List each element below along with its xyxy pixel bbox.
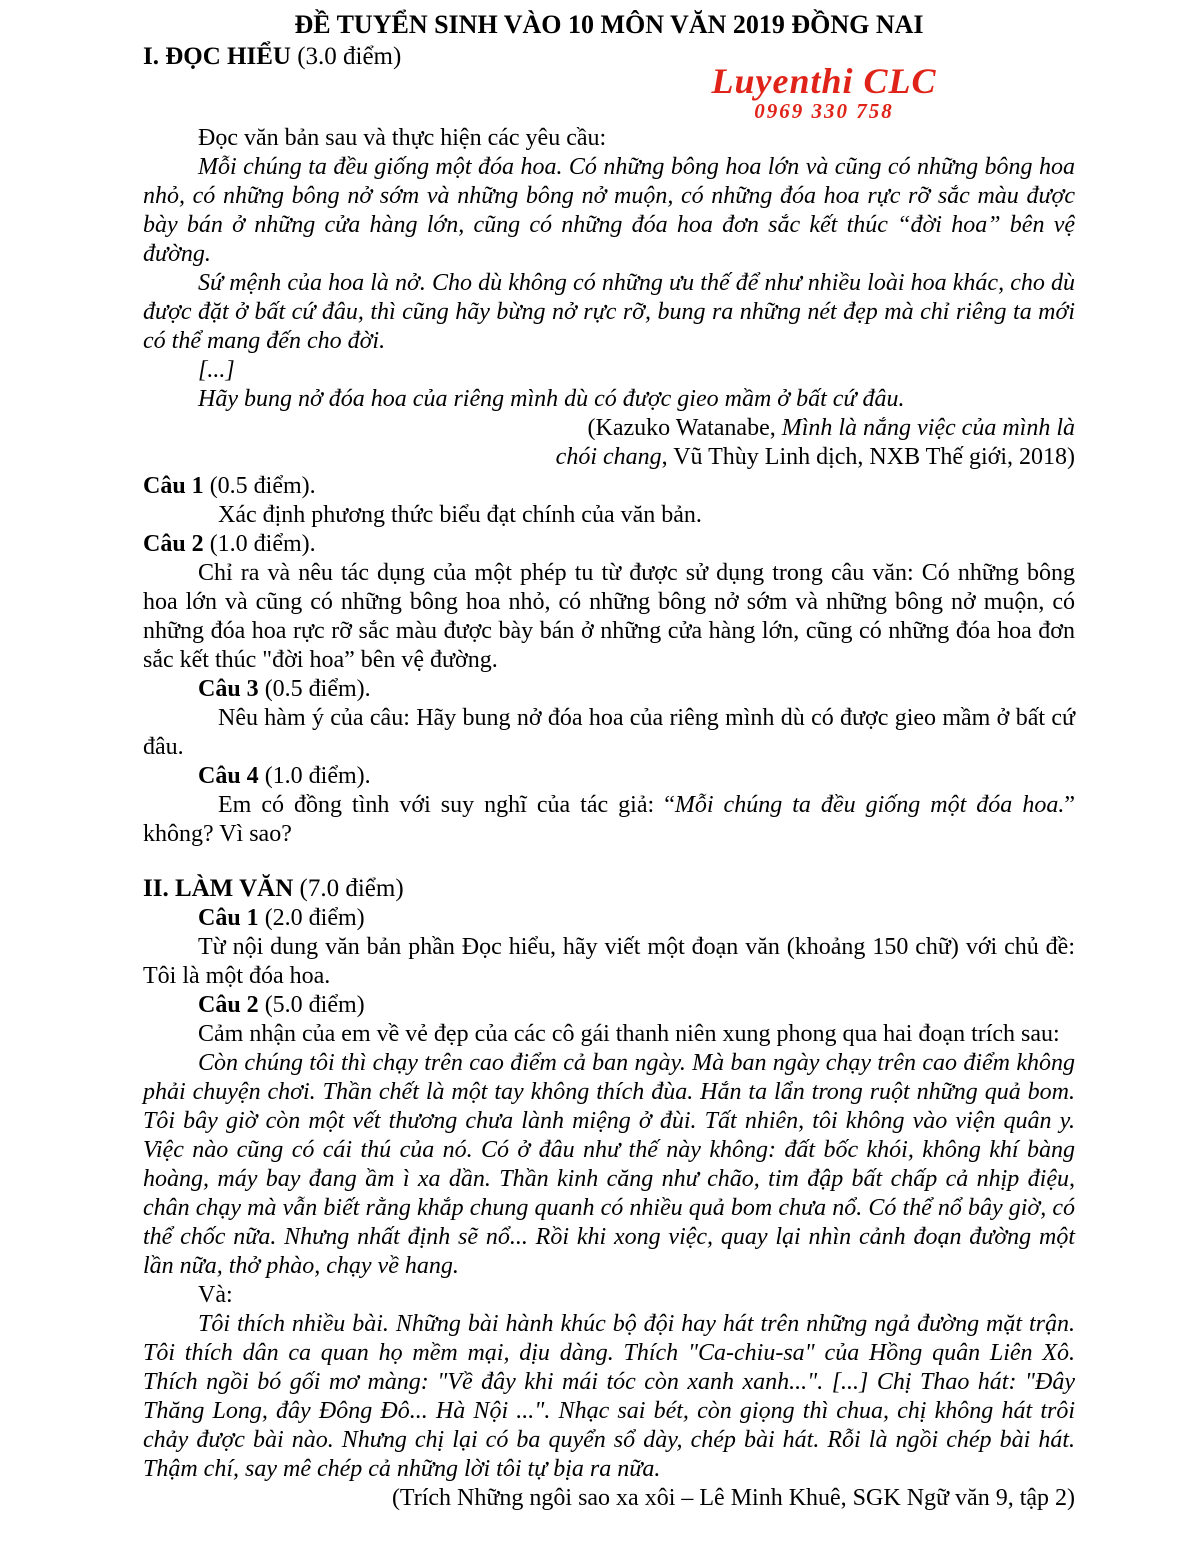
reading-intro: Đọc văn bản sau và thực hiện các yêu cầu: bbox=[198, 125, 607, 151]
writing-question-2-intro: Cảm nhận của em về vẻ đẹp của các cô gái thanh niên xung phong qua hai đoạn trích sau: bbox=[198, 1021, 1060, 1047]
passage-paragraph-1: Mỗi chúng ta đều giống một đóa hoa. Có những bông hoa lớn và cũng có những bông hoa nhỏ, có những bông nở sớm và những bông nở muộn, có những đóa hoa rực rỡ sắc màu được bày bán ở những cửa hàng lớn, cũng có những đóa hoa đơn sắc kết thúc “đời hoa” bên vệ đường. bbox=[143, 154, 1075, 267]
section-writing-heading-points: (7.0 điểm) bbox=[293, 875, 404, 902]
section-reading-heading-label: I. ĐỌC HIỂU bbox=[143, 43, 291, 70]
writing-question-1-label: Câu 1 bbox=[198, 905, 259, 931]
writing-question-1-heading bbox=[143, 904, 1075, 933]
question-1-heading bbox=[143, 472, 1075, 501]
brand-name: Luyenthi CLC bbox=[711, 61, 937, 101]
brand-logo bbox=[699, 62, 949, 123]
writing-excerpt-2: Tôi thích nhiều bài. Những bài hành khúc bộ đội hay hát trên những ngả đường mặt trận. Tôi thích dân ca quan họ mềm mại, dịu dàng. Thích "Ca-chiu-sa" của Hồng quân Liên Xô. Thích ngồi bó gối mơ màng: "Về đây khi mái tóc còn xanh xanh...". [...] Chị Thao hát: "Đây Thăng Long, đây Đông Đô... Hà Nội ...". Nhạc sai bét, còn giọng thì chua, chị không hát trôi chảy được bài nào. Nhưng chị lại có ba quyển sổ dày, chép bài hát. Rỗi là ngồi chép bài hát. Thậm chí, say mê chép cả những lời tôi tự bịa ra nữa. bbox=[143, 1311, 1075, 1482]
document-title: ĐỀ TUYỂN SINH VÀO 10 MÔN VĂN 2019 ĐỒNG NAI bbox=[294, 10, 924, 39]
question-2-heading bbox=[143, 530, 1075, 559]
source-book-title-part-1: Mình là nắng việc của mình là bbox=[781, 415, 1075, 441]
writing-question-1-body: Từ nội dung văn bản phần Đọc hiểu, hãy viết một đoạn văn (khoảng 150 chữ) với chủ đề: Tôi là một đóa hoa. bbox=[143, 934, 1075, 989]
writing-question-1-points: (2.0 điểm) bbox=[258, 905, 365, 931]
question-4-label: Câu 4 bbox=[198, 763, 259, 789]
passage-paragraph-2: Sứ mệnh của hoa là nở. Cho dù không có những ưu thế để như nhiều loài hoa khác, cho dù được đặt ở bất cứ đâu, thì cũng hãy bừng nở rực rỡ, bung ra những nét đẹp mà chỉ riêng ta mới có thể mang đến cho đời. bbox=[143, 270, 1075, 354]
writing-excerpt-1: Còn chúng tôi thì chạy trên cao điểm cả ban ngày. Mà ban ngày chạy trên cao điểm không phải chuyện chơi. Thần chết là một tay không thích đùa. Hắn ta lẩn trong ruột những quả bom. Tôi bây giờ còn một vết thương chưa lành miệng ở đùi. Tất nhiên, tôi không vào viện quân y. Việc nào cũng có cái thú của nó. Có ở đâu như thế này không: đất bốc khói, không khí bàng hoàng, máy bay đang ầm ì xa dần. Thần kinh căng như chão, tim đập bất chấp cả nhịp điệu, chân chạy mà vẫn biết rằng khắp chung quanh có nhiều quả bom chưa nổ. Có thể nổ bây giờ, có thể chốc nữa. Nhưng nhất định sẽ nổ... Rồi khi xong việc, quay lại nhìn cảnh đoạn đường một lần nữa, thở phào, chạy về hang. bbox=[143, 1050, 1075, 1279]
question-1-points: (0.5 điểm). bbox=[203, 473, 316, 499]
question-4-body bbox=[143, 791, 1075, 849]
question-3-label: Câu 3 bbox=[198, 676, 259, 702]
question-1-body: Xác định phương thức biểu đạt chính của văn bản. bbox=[218, 502, 702, 528]
question-2-label: Câu 2 bbox=[143, 531, 204, 557]
writing-question-2-heading bbox=[143, 991, 1075, 1020]
question-4-body-suffix: ” không? Vì sao? bbox=[143, 792, 1075, 847]
question-3-body: Nêu hàm ý của câu: Hãy bung nở đóa hoa của riêng mình dù có được gieo mầm ở bất cứ đâu. bbox=[143, 705, 1075, 760]
passage-source-line-2 bbox=[143, 443, 1075, 472]
section-writing-heading-label: II. LÀM VĂN bbox=[143, 875, 294, 902]
passage-source-line-1 bbox=[143, 414, 1075, 443]
source-author: (Kazuko Watanabe, bbox=[587, 415, 782, 441]
section-writing-heading bbox=[143, 873, 1075, 904]
writing-excerpt-citation: (Trích Những ngôi sao xa xôi – Lê Minh Khuê, SGK Ngữ văn 9, tập 2) bbox=[391, 1485, 1075, 1511]
question-3-heading bbox=[143, 675, 1075, 704]
question-4-heading bbox=[143, 762, 1075, 791]
source-publisher: , Vũ Thùy Linh dịch, NXB Thế giới, 2018) bbox=[661, 444, 1075, 470]
exam-document bbox=[143, 8, 1075, 1513]
question-1-label: Câu 1 bbox=[143, 473, 204, 499]
question-4-body-quote: Mỗi chúng ta đều giống một đóa hoa. bbox=[674, 792, 1065, 818]
question-4-points: (1.0 điểm). bbox=[258, 763, 371, 789]
source-book-title-part-2: chói chang bbox=[555, 444, 662, 470]
writing-question-2-label: Câu 2 bbox=[198, 992, 259, 1018]
question-3-points: (0.5 điểm). bbox=[258, 676, 371, 702]
question-2-body: Chỉ ra và nêu tác dụng của một phép tu từ được sử dụng trong câu văn: Có những bông hoa lớn và cũng có những bông hoa nhỏ, có những bông nở sớm và những bông nở muộn, có những đóa hoa rực rỡ sắc màu được bày bán ở những cửa hàng lớn, cũng có những đóa hoa đơn sắc kết thúc "đời hoa” bên vệ đường. bbox=[143, 560, 1075, 673]
passage-paragraph-3: Hãy bung nở đóa hoa của riêng mình dù có được gieo mầm ở bất cứ đâu. bbox=[198, 386, 905, 412]
writing-question-2-points: (5.0 điểm) bbox=[258, 992, 365, 1018]
section-reading-heading-points: (3.0 điểm) bbox=[290, 43, 402, 70]
passage-ellipsis: [...] bbox=[198, 357, 235, 383]
writing-excerpt-connector: Và: bbox=[198, 1282, 233, 1308]
brand-phone-number: 0969 330 758 bbox=[754, 99, 894, 123]
question-2-points: (1.0 điểm). bbox=[203, 531, 316, 557]
question-4-body-prefix: Em có đồng tình với suy nghĩ của tác giả: “ bbox=[218, 792, 675, 818]
